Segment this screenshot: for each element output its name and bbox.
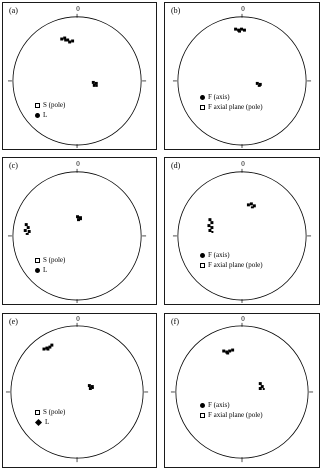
legend-text: F (axis) (208, 401, 230, 409)
primitive-circle (176, 326, 308, 458)
legend-item (35, 110, 65, 120)
panel-label: (f) (171, 317, 179, 326)
primitive-circle (11, 326, 143, 458)
legend-item (35, 417, 65, 427)
axial-plane-cluster (256, 82, 262, 87)
dot-symbol (200, 403, 205, 408)
legend (200, 250, 263, 270)
primitive-circle (13, 17, 141, 145)
legend-item (200, 260, 263, 270)
north-label: 0 (241, 5, 245, 13)
square-symbol (35, 258, 40, 263)
dot-symbol (35, 268, 40, 273)
stereonet-plot-c (3, 158, 156, 304)
north-label: 0 (241, 315, 245, 323)
primitive-circle (13, 172, 141, 300)
primitive-circle (178, 17, 306, 145)
dot-symbol (35, 113, 40, 118)
legend-item (35, 265, 65, 275)
panel-label: (c) (9, 161, 18, 170)
north-label: 0 (76, 5, 80, 13)
stereonet-plot-f (165, 314, 319, 467)
pole-cluster (42, 344, 53, 351)
north-label: 0 (76, 160, 80, 168)
lineation-cluster (88, 384, 94, 390)
pole-cluster (24, 223, 31, 235)
stereonet-plot-a (3, 3, 156, 149)
legend (200, 400, 263, 420)
legend-text: S (pole) (43, 256, 66, 264)
legend-text: L (43, 111, 48, 119)
legend (35, 255, 65, 275)
legend-text: S (pole) (43, 408, 66, 416)
dot-symbol (200, 253, 205, 258)
axial-plane-cluster (247, 202, 256, 208)
square-symbol (35, 410, 40, 415)
axis-cluster (234, 28, 246, 33)
square-symbol (35, 103, 40, 108)
legend-text: L (45, 418, 50, 426)
stereonet-panel-c (2, 157, 157, 305)
dot-symbol (200, 95, 205, 100)
legend-item (200, 250, 263, 260)
panel-label: (a) (9, 6, 18, 15)
stereonet-plot-d (165, 158, 319, 304)
stereonet-panel-d (164, 157, 320, 305)
panel-label: (e) (9, 317, 18, 326)
legend-text: F axial plane (pole) (208, 103, 263, 111)
legend-item (35, 407, 65, 417)
diamond-symbol (35, 418, 42, 425)
legend-item (35, 255, 65, 265)
legend-text: F axial plane (pole) (208, 411, 263, 419)
legend-item (200, 92, 263, 102)
legend (35, 407, 65, 427)
legend-item (200, 400, 263, 410)
legend-item (200, 410, 263, 420)
pole-cluster (60, 37, 74, 44)
lineation-cluster (76, 215, 82, 221)
square-symbol (200, 105, 205, 110)
primitive-circle (178, 172, 306, 300)
legend-item (200, 102, 263, 112)
legend-text: S (pole) (43, 101, 66, 109)
legend-item (35, 100, 65, 110)
stereonet-plot-e (3, 314, 156, 467)
axis-cluster (207, 218, 213, 233)
square-symbol (200, 263, 205, 268)
legend-text: L (43, 266, 48, 274)
legend (200, 92, 263, 112)
lineation-cluster (92, 81, 98, 87)
stereonet-panel-e (2, 313, 157, 468)
panel-label: (d) (171, 161, 181, 170)
square-symbol (200, 413, 205, 418)
legend-text: F (axis) (208, 251, 230, 259)
stereonet-panel-b (164, 2, 320, 150)
legend-text: F (axis) (208, 93, 230, 101)
north-label: 0 (241, 160, 245, 168)
legend-text: F axial plane (pole) (208, 261, 263, 269)
stereonet-panel-a (2, 2, 157, 150)
axial-plane-cluster (259, 382, 265, 390)
stereonet-panel-f (164, 313, 320, 468)
axis-cluster (222, 349, 234, 355)
legend (35, 100, 65, 120)
panel-label: (b) (171, 6, 181, 15)
north-label: 0 (76, 315, 80, 323)
stereonet-plot-b (165, 3, 319, 149)
